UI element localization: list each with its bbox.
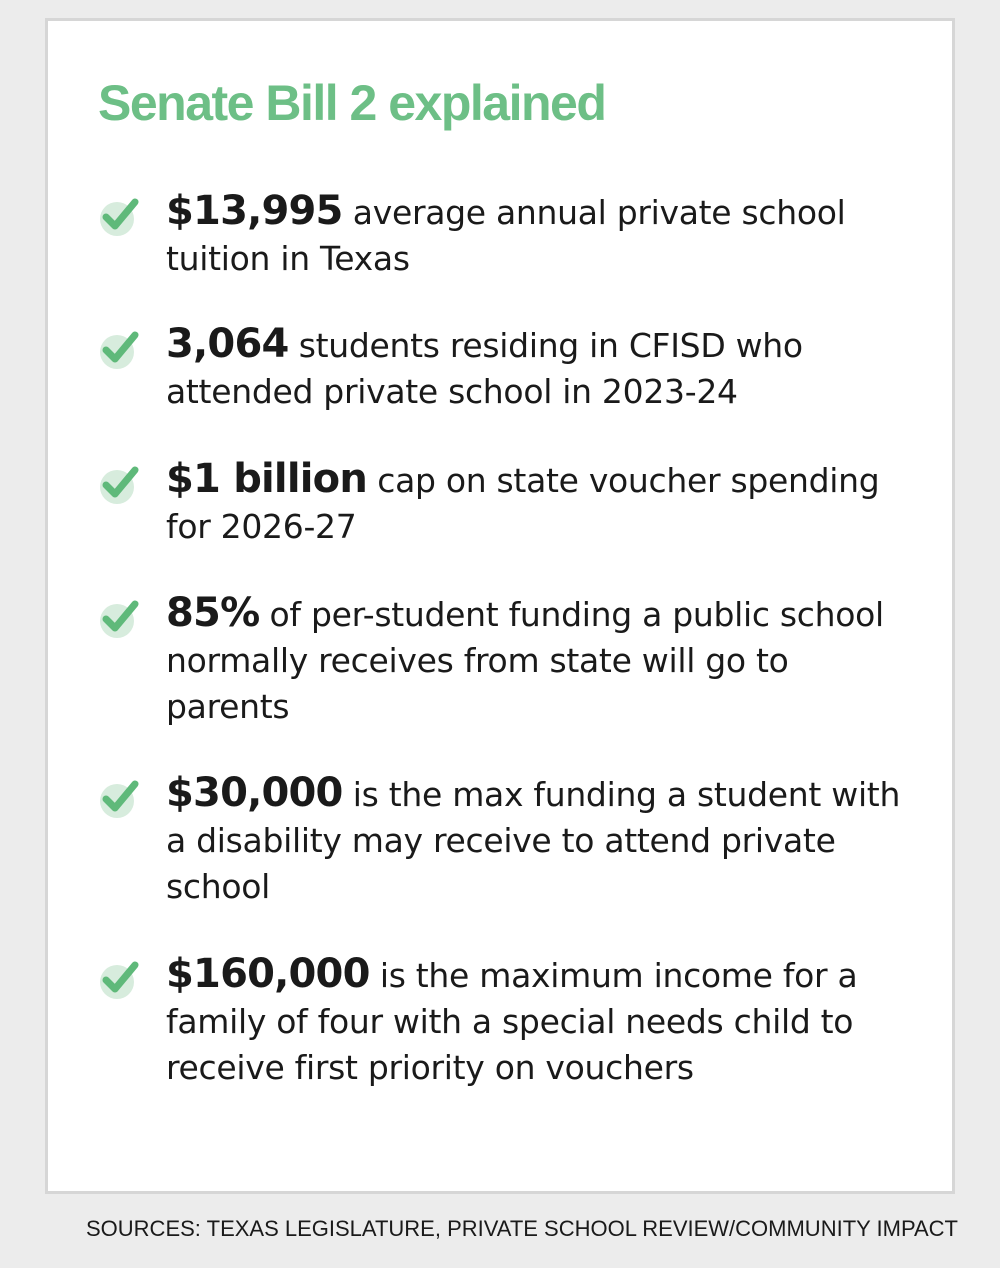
fact-description: of per-student funding a public school normally receives from state will go to parents [166,595,884,726]
infographic-card [45,18,955,1194]
fact-text [166,188,906,282]
fact-value: $13,995 [166,188,343,234]
check-icon [98,597,140,639]
sources-credit: SOURCES: TEXAS LEGISLATURE, PRIVATE SCHOOL REVIEW/COMMUNITY IMPACT [86,1216,958,1241]
fact-value: $160,000 [166,951,370,997]
fact-text [166,456,906,550]
fact-description: cap on state voucher spending for 2026-27 [166,461,880,546]
check-icon [98,328,140,370]
fact-description: students residing in CFISD who attended private school in 2023-24 [166,326,803,411]
fact-description: average annual private school tuition in Texas [166,193,846,278]
fact-value: $30,000 [166,770,343,816]
infographic-title: Senate Bill 2 explained [98,75,606,131]
fact-value: $1 billion [166,456,368,502]
check-icon [98,195,140,237]
fact-text [166,590,906,730]
fact-description: is the maximum income for a family of four with a special needs child to receive first priority on vouchers [166,956,858,1087]
check-icon [98,958,140,1000]
fact-value: 85% [166,590,260,636]
fact-text [166,951,906,1091]
check-icon [98,463,140,505]
fact-value: 3,064 [166,321,289,367]
check-icon [98,777,140,819]
fact-text [166,321,906,415]
fact-description: is the max funding a student with a disability may receive to attend private school [166,775,901,906]
fact-text [166,770,906,910]
